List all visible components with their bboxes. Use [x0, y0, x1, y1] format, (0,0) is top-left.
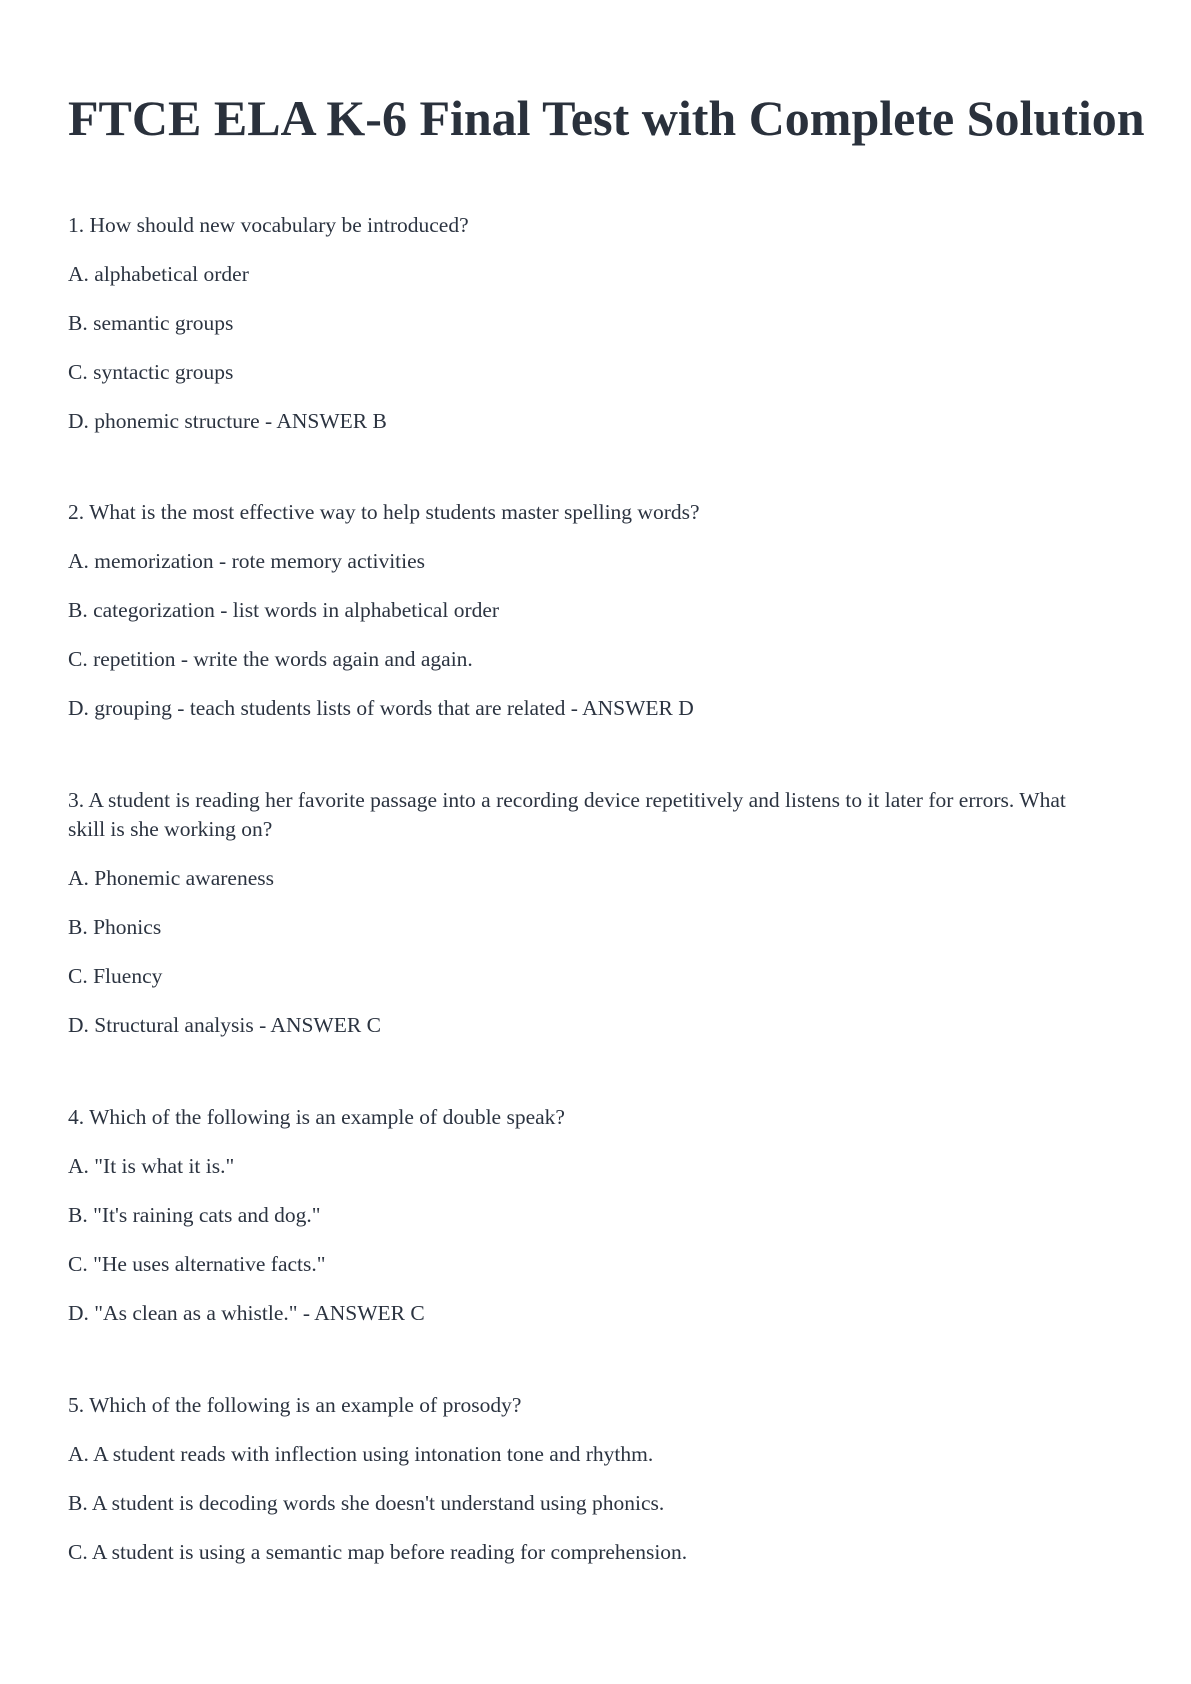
option-b: B. "It's raining cats and dog.": [68, 1203, 321, 1227]
option-b: B. semantic groups: [68, 311, 234, 335]
question-1: [68, 211, 1088, 456]
option-d: D. grouping - teach students lists of words that are related - ANSWER D: [68, 696, 694, 720]
question-3: [68, 786, 1088, 1060]
option-a: A. "It is what it is.": [68, 1154, 235, 1178]
option-a: A. alphabetical order: [68, 262, 249, 286]
option-a: A. memorization - rote memory activities: [68, 549, 426, 573]
question-text: 5. Which of the following is an example of prosody?: [68, 1393, 522, 1417]
option-d: D. "As clean as a whistle." - ANSWER C: [68, 1301, 425, 1325]
option-a: A. Phonemic awareness: [68, 866, 274, 890]
option-c: C. A student is using a semantic map before reading for comprehension.: [68, 1540, 688, 1564]
option-d: D. phonemic structure - ANSWER B: [68, 409, 387, 433]
option-c: C. syntactic groups: [68, 360, 234, 384]
option-d: D. Structural analysis - ANSWER C: [68, 1013, 381, 1037]
document-title: FTCE ELA K-6 Final Test with Complete Solution: [68, 90, 1145, 146]
option-b: B. A student is decoding words she doesn't understand using phonics.: [68, 1491, 665, 1515]
option-c: C. repetition - write the words again and again.: [68, 647, 473, 671]
question-4: [68, 1103, 1088, 1348]
question-text: 1. How should new vocabulary be introduced?: [68, 213, 469, 237]
question-text: 4. Which of the following is an example of double speak?: [68, 1105, 565, 1129]
question-2: [68, 498, 1088, 743]
question-text: 3. A student is reading her favorite passage into a recording device repetitively and listens to it later for errors. What skill is she working on?: [68, 788, 1066, 841]
question-5: [68, 1391, 1088, 1587]
option-b: B. categorization - list words in alphabetical order: [68, 598, 500, 622]
question-text: 2. What is the most effective way to help students master spelling words?: [68, 500, 700, 524]
option-b: B. Phonics: [68, 915, 162, 939]
option-c: C. Fluency: [68, 964, 163, 988]
option-a: A. A student reads with inflection using intonation tone and rhythm.: [68, 1442, 654, 1466]
option-c: C. "He uses alternative facts.": [68, 1252, 326, 1276]
